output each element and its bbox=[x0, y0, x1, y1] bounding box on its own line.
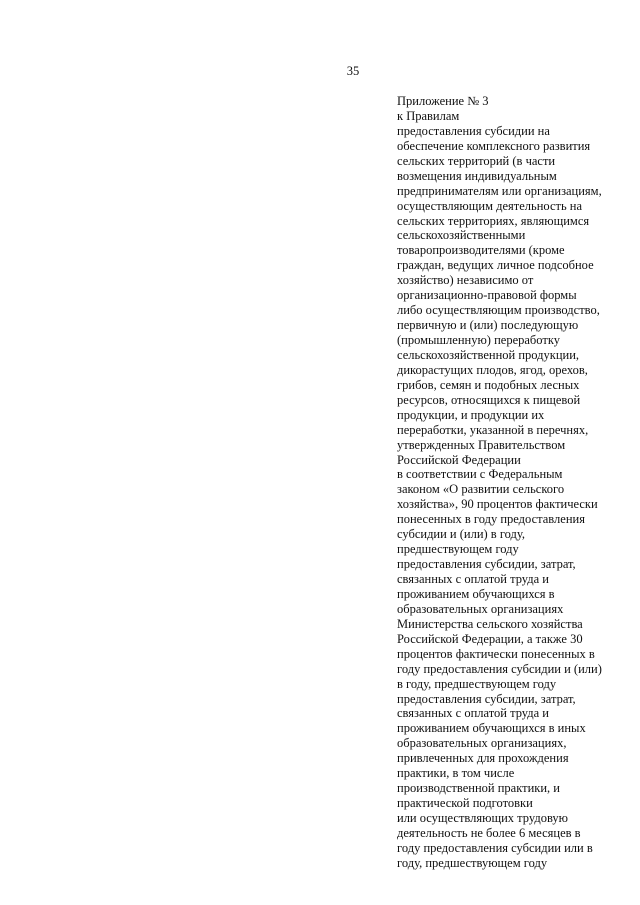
annex-text-line: или осуществляющих трудовую bbox=[397, 811, 569, 825]
annex-text-line: продукции, и продукции их bbox=[397, 407, 545, 422]
annex-text-line: практики, в том числе bbox=[397, 766, 515, 781]
annex-text-line: связанных с оплатой труда и bbox=[397, 706, 549, 721]
annex-text-line: предоставления субсидии на bbox=[397, 123, 550, 138]
annex-text-line: либо осуществляющим производство, bbox=[397, 303, 600, 318]
page-number: 35 bbox=[346, 64, 360, 78]
annex-text-line: в году, предшествующем году bbox=[397, 676, 557, 691]
annex-text-line: образовательных организациях, bbox=[397, 736, 567, 751]
annex-text-line: хозяйства», 90 процентов фактически bbox=[397, 497, 598, 512]
annex-text-line: практической подготовки bbox=[397, 796, 533, 811]
annex-block bbox=[397, 94, 633, 871]
annex-text-line: предпринимателям или организациям, bbox=[397, 183, 602, 198]
annex-text-line: сельскохозяйственными bbox=[397, 228, 526, 243]
annex-text-line: деятельность не более 6 месяцев в bbox=[397, 825, 581, 840]
annex-subheading: к Правилам bbox=[397, 108, 460, 123]
annex-text-line: сельских территорий (в части bbox=[397, 153, 556, 168]
annex-text-line: товаропроизводителями (кроме bbox=[397, 243, 565, 258]
annex-text-line: проживанием обучающихся в bbox=[397, 586, 555, 601]
annex-text-line: дикорастущих плодов, ягод, орехов, bbox=[397, 362, 588, 377]
annex-text-line: предоставления субсидии, затрат, bbox=[397, 691, 576, 706]
annex-text-line: понесенных в году предоставления bbox=[397, 512, 585, 527]
annex-text-line: субсидии и (или) в году, bbox=[397, 527, 526, 542]
annex-text-line: обеспечение комплексного развития bbox=[397, 138, 591, 153]
annex-text-line: Российской Федерации, а также 30 bbox=[397, 631, 583, 646]
annex-text-line: (промышленную) переработку bbox=[397, 333, 560, 347]
annex-text-line: организационно-правовой формы bbox=[397, 288, 577, 303]
annex-text-line: переработки, указанной в перечнях, bbox=[397, 422, 589, 437]
annex-text-line: году, предшествующем году bbox=[397, 855, 548, 870]
annex-text-line: производственной практики, и bbox=[397, 781, 560, 796]
annex-text-line: ресурсов, относящихся к пищевой bbox=[397, 392, 581, 407]
annex-text-line: предшествующем году bbox=[397, 542, 519, 557]
annex-text-line: Российской Федерации bbox=[397, 452, 521, 467]
annex-text-line: осуществляющим деятельность на bbox=[397, 198, 583, 213]
annex-text-line: году предоставления субсидии или в bbox=[397, 840, 593, 855]
annex-text bbox=[397, 124, 633, 871]
annex-text-line: привлеченных для прохождения bbox=[397, 751, 569, 766]
annex-text-line: году предоставления субсидии и (или) bbox=[397, 661, 602, 676]
annex-text-line: граждан, ведущих личное подсобное bbox=[397, 258, 594, 273]
annex-text-line: утвержденных Правительством bbox=[397, 437, 566, 452]
annex-text-line: связанных с оплатой труда и bbox=[397, 572, 549, 586]
annex-text-line: проживанием обучающихся в иных bbox=[397, 721, 586, 736]
annex-text-line: сельскохозяйственной продукции, bbox=[397, 347, 580, 362]
annex-text-line: Министерства сельского хозяйства bbox=[397, 616, 583, 631]
annex-text-line: возмещения индивидуальным bbox=[397, 168, 557, 183]
annex-text-line: процентов фактически понесенных в bbox=[397, 646, 595, 661]
annex-text-line: законом «О развитии сельского bbox=[397, 482, 565, 497]
annex-text-line: предоставления субсидии, затрат, bbox=[397, 557, 576, 572]
annex-text-line: образовательных организациях bbox=[397, 601, 564, 616]
annex-text-line: в соответствии с Федеральным bbox=[397, 467, 563, 482]
annex-text-line: хозяйство) независимо от bbox=[397, 273, 534, 288]
annex-text-line: грибов, семян и подобных лесных bbox=[397, 377, 580, 392]
annex-heading: Приложение № 3 bbox=[397, 94, 489, 108]
annex-text-line: первичную и (или) последующую bbox=[397, 318, 579, 333]
annex-text-line: сельских территориях, являющимся bbox=[397, 213, 590, 228]
